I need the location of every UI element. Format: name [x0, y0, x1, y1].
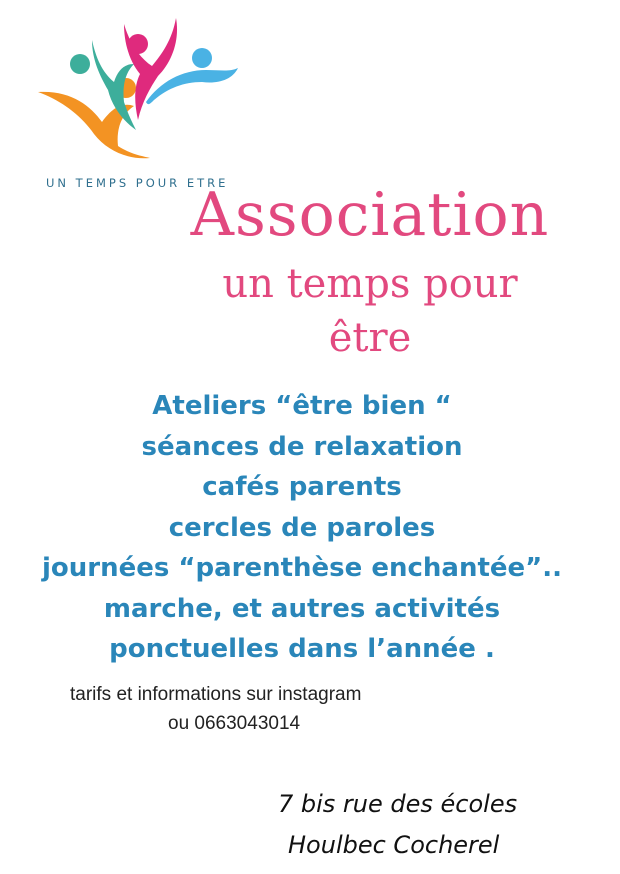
activity-item: cercles de paroles	[168, 512, 436, 543]
title-line-2: un temps pour	[222, 261, 518, 307]
association-logo-icon	[30, 10, 250, 170]
activity-item: journées “parenthèse enchantée”..	[41, 553, 562, 583]
title-association: Association	[190, 180, 550, 250]
activity-item: marche, et autres activités	[103, 593, 501, 624]
activity-item: Ateliers “être bien “	[152, 391, 452, 421]
title-line-3: être	[328, 315, 412, 361]
logo-text: UN TEMPS POUR ETRE	[46, 176, 229, 190]
activity-item: ponctuelles dans l’année .	[109, 634, 495, 664]
activities-list	[0, 386, 604, 670]
info-tarifs: tarifs et informations sur instagram	[70, 684, 362, 705]
info-phone: ou 0663043014	[168, 713, 301, 734]
address-street: 7 bis rue des écoles	[278, 790, 518, 818]
address-city: Houlbec Cocherel	[288, 831, 500, 859]
activity-item: séances de relaxation	[141, 431, 463, 462]
activity-item: cafés parents	[202, 472, 402, 502]
